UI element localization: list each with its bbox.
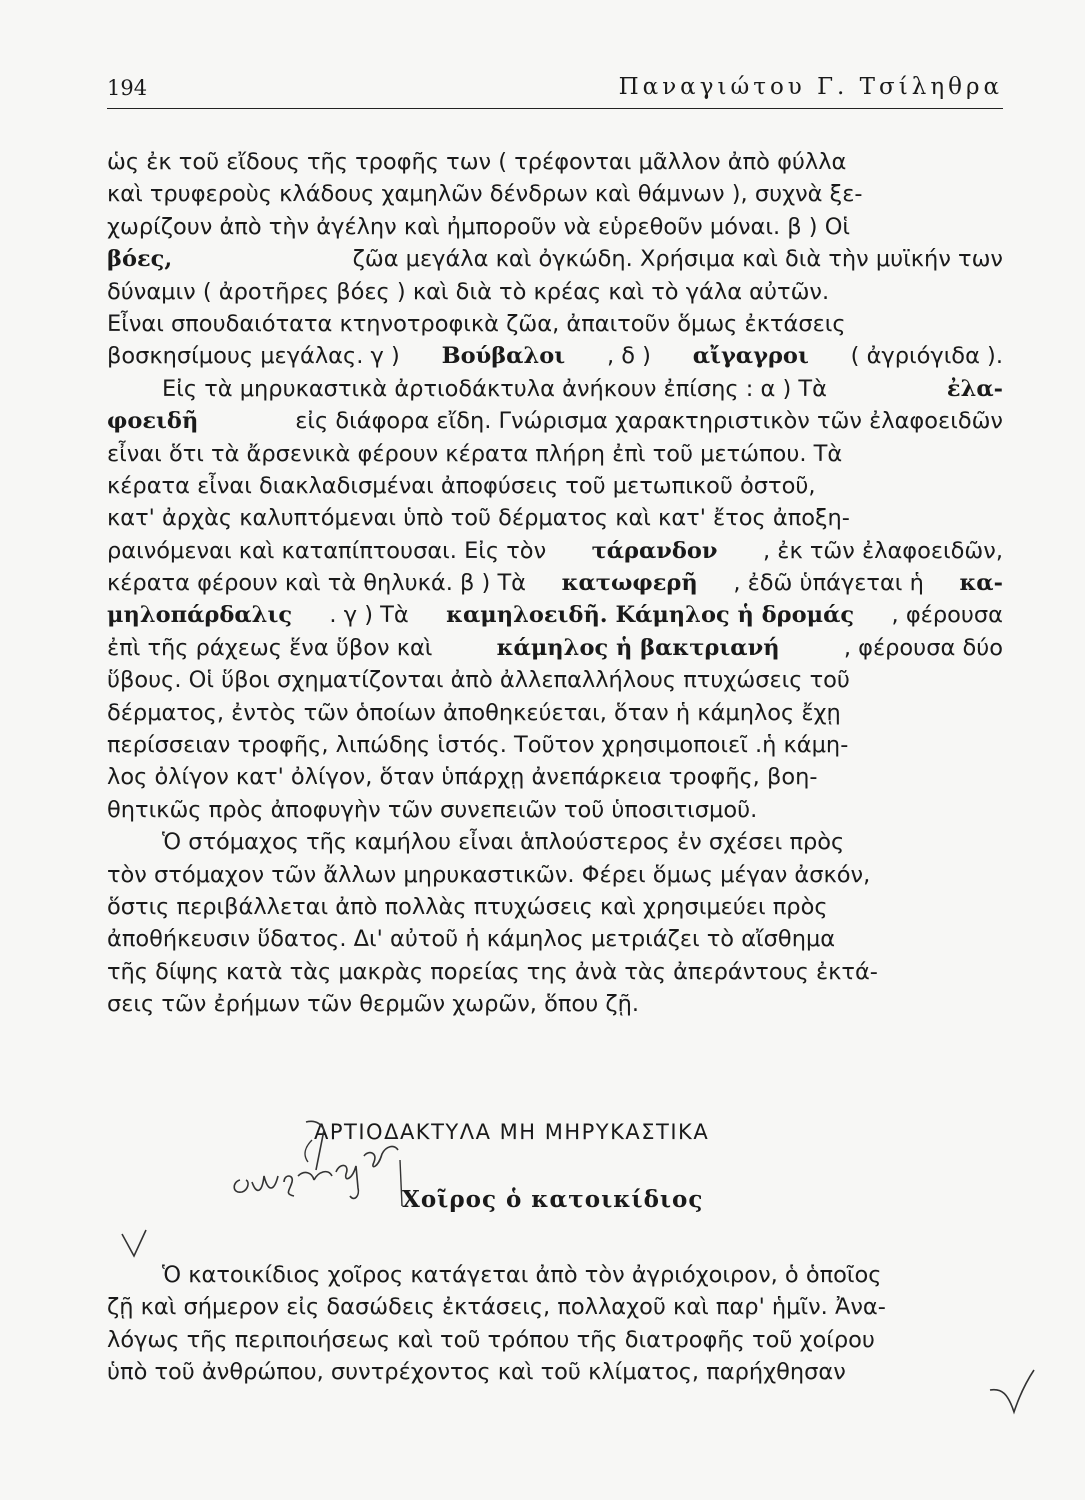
sub-heading: Χοῖρος ὁ κατοικίδιος <box>402 1186 704 1213</box>
text-line: μηλοπάρδαλις . γ ) Τὰ καμηλοειδῆ. Κάμηλος ἡ δρομάς , φέρουσα <box>107 602 1003 629</box>
text-line: ὅστις περιβάλλεται ἀπὸ πολλὰς πτυχώσεις καὶ χρησιμεύει πρὸς <box>107 893 828 920</box>
text-line: σεις τῶν ἐρήμων τῶν θερμῶν χωρῶν, ὅπου ζῇ. <box>107 991 640 1018</box>
text-line: λος ὀλίγον κατ' ὀλίγον, ὅταν ὑπάρχῃ ἀνεπάρκεια τροφῆς, βοη- <box>107 764 818 791</box>
text-line: ὡς ἐκ τοῦ εἴδους τῆς τροφῆς των ( τρέφονται μᾶλλον ἀπὸ φύλλα <box>107 149 847 175</box>
text-line: κέρατα φέρουν καὶ τὰ θηλυκά. β ) Τὰ κατωφερῆ , ἐδῶ ὑπάγεται ἡ κα- <box>107 570 1003 597</box>
text-line: ραινόμεναι καὶ καταπίπτουσαι. Εἰς τὸν τάρανδον , ἐκ τῶν ἐλαφοειδῶν, <box>107 537 1003 564</box>
text-line: ἐπὶ τῆς ράχεως ἕνα ὕβον καὶ κάμηλος ἡ βακτριανή , φέρουσα δύο <box>107 634 1003 661</box>
text-line: Ὁ κατοικίδιος χοῖρος κατάγεται ἀπὸ τὸν ἀγριόχοιρον, ὁ ὁποῖος <box>162 1262 882 1288</box>
text-line: λόγως τῆς περιποιήσεως καὶ τοῦ τρόπου τῆς διατροφῆς τοῦ χοίρου <box>107 1326 875 1353</box>
text-line: Ὁ στόμαχος τῆς καμήλου εἶναι ἁπλούστερος ἐν σχέσει πρὸς <box>162 829 845 856</box>
text-line: χωρίζουν ἀπὸ τὴν ἀγέλην καὶ ἠμποροῦν νὰ εὑρεθοῦν μόναι. β ) Οἱ <box>107 213 851 240</box>
text-line: περίσσειαν τροφῆς, λιπώδης ἱστός. Τοῦτον χρησιμοποιεῖ .ἡ κάμη- <box>107 732 849 759</box>
text-line: φοειδῆ εἰς διάφορα εἴδη. Γνώρισμα χαρακτηριστικὸν τῶν ἐλαφοειδῶν <box>107 408 1003 435</box>
text-line: εἶναι ὅτι τὰ ἄρσενικὰ φέρουν κέρατα πλήρη ἐπὶ τοῦ μετώπου. Τὰ <box>107 440 843 467</box>
text-line: δύναμιν ( ἀροτῆρες βόες ) καὶ διὰ τὸ κρέας καὶ τὸ γάλα αὐτῶν. <box>107 278 830 305</box>
page-number: 194 <box>107 76 148 100</box>
text-line: ἀποθήκευσιν ὕδατος. Δι' αὐτοῦ ἡ κάμηλος μετριάζει τὸ αἴσθημα <box>107 926 836 953</box>
text-line: ὑπὸ τοῦ ἀνθρώπου, συντρέχοντος καὶ τοῦ κλίματος, παρήχθησαν <box>107 1359 846 1386</box>
text-line: Εἰς τὰ μηρυκαστικὰ ἀρτιοδάκτυλα ἀνήκουν ἐπίσης : α ) Τὰ ἐλα- <box>162 375 1003 402</box>
text-line: κέρατα εἶναι διακλαδισμέναι ἀποφύσεις τοῦ μετωπικοῦ ὀστοῦ, <box>107 472 816 499</box>
text-line: καὶ τρυφεροὺς κλάδους χαμηλῶν δένδρων καὶ θάμνων ), συχνὰ ξε- <box>107 181 863 208</box>
text-line: ζῇ καὶ σήμερον εἰς δασώδεις ἐκτάσεις, πολλαχοῦ καὶ παρ' ἡμῖν. Ἀνα- <box>107 1294 886 1321</box>
running-head: Παναγιώτου Γ. Τσίληθρα <box>618 74 1003 100</box>
text-line: θητικῶς πρὸς ἀποφυγὴν τῶν συνεπειῶν τοῦ ὑποσιτισμοῦ. <box>107 796 758 823</box>
text-line: βόες, ζῶα μεγάλα καὶ ὀγκώδη. Χρήσιμα καὶ διὰ τὴν μυϊκήν των <box>107 246 1003 273</box>
text-line: τὸν στόμαχον τῶν ἄλλων μηρυκαστικῶν. Φέρει ὅμως μέγαν ἀσκόν, <box>107 861 871 888</box>
text-line: ὕβους. Οἱ ὕβοι σχηματίζονται ἀπὸ ἀλλεπαλλήλους πτυχώσεις τοῦ <box>107 667 850 694</box>
main-text-continued <box>107 1258 1003 1388</box>
page-header <box>107 74 1003 109</box>
text-line: δέρματος, ἐντὸς τῶν ὁποίων ἀποθηκεύεται, ὅταν ἡ κάμηλος ἔχῃ <box>107 699 841 726</box>
text-line: τῆς δίψης κατὰ τὰς μακρὰς πορείας της ἀνὰ τὰς ἀπεράντους ἐκτά- <box>107 958 878 985</box>
text-line: βοσκησίμους μεγάλας. γ ) Βούβαλοι , δ ) αἴγαγροι ( ἀγριόγιδα ). <box>107 343 1003 370</box>
section-heading: ΑΡΤΙΟΔΑΚΤΥΛΑ ΜΗ ΜΗΡΥΚΑΣΤΙΚΑ <box>314 1120 710 1144</box>
text-line: Εἶναι σπουδαιότατα κτηνοτροφικὰ ζῶα, ἀπαιτοῦν ὅμως ἐκτάσεις <box>107 310 846 337</box>
text-line: κατ' ἀρχὰς καλυπτόμεναι ὑπὸ τοῦ δέρματος καὶ κατ' ἔτος ἀποξη- <box>107 505 850 532</box>
main-text <box>107 146 1003 1021</box>
